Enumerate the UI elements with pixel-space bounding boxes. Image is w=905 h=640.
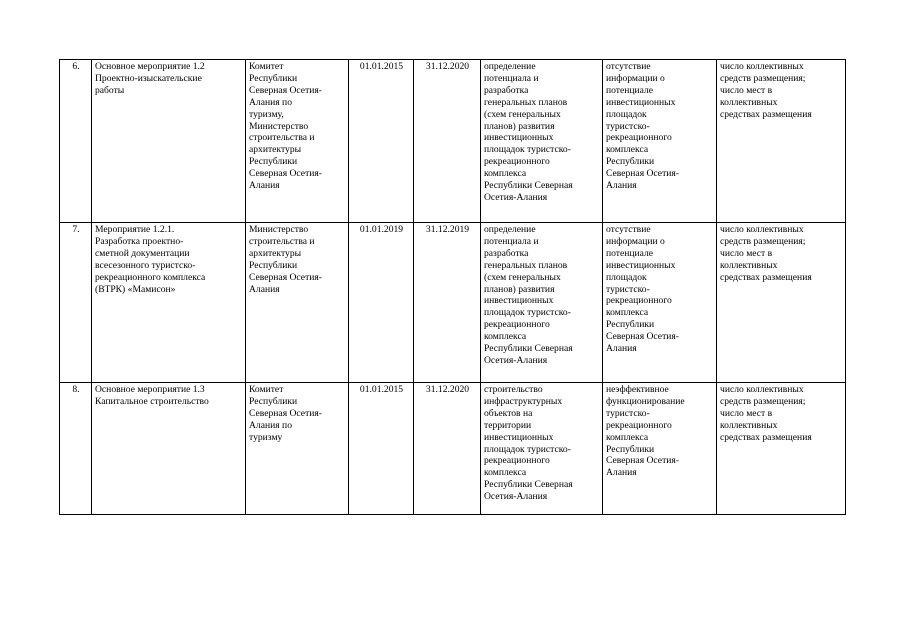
expected-result-cell <box>481 383 603 515</box>
expected-result-cell <box>481 223 603 383</box>
row-number-cell <box>60 383 92 515</box>
executor: Комитет Республики Северная Осетия- Алания по туризму, Министерство строительства и архитектуры Республики Северная Осетия- Алания <box>249 61 323 192</box>
event-name: Основное мероприятие 1.3 Капитальное строительство <box>95 384 209 407</box>
consequences: отсутствие информации о потенциале инвестиционных площадок туристско- рекреационного комплекса Республики Северная Осетия- Алания <box>606 61 680 192</box>
expected-result-cell <box>481 60 603 223</box>
expected-result: определение потенциала и разработка генеральных планов (схем генеральных планов) развития инвестиционных площадок туристско- рекреационного комплекса Республики Северная Осетия-Алания <box>484 224 573 366</box>
executor-cell <box>246 60 349 223</box>
row-number-cell <box>60 223 92 383</box>
table-row <box>60 60 846 223</box>
consequences-cell <box>603 223 717 383</box>
event-name: Мероприятие 1.2.1. Разработка проектно- сметной документации всесезонного туристско- рекреационного комплекса (ВТРК) «Мамисон» <box>95 224 206 295</box>
indicators: число коллективных средств размещения; число мест в коллективных средствах размещения <box>720 224 812 283</box>
program-events-table <box>59 59 846 515</box>
indicators: число коллективных средств размещения; число мест в коллективных средствах размещения <box>720 61 812 120</box>
consequences-cell <box>603 60 717 223</box>
expected-result: строительство инфраструктурных объектов на территории инвестиционных площадок туристско- рекреационного комплекса Республики Северная Осетия-Алания <box>484 384 573 503</box>
row-number: 6. <box>72 61 80 72</box>
indicators-cell <box>717 60 846 223</box>
executor: Комитет Республики Северная Осетия- Алания по туризму <box>249 384 323 443</box>
indicators-cell <box>717 383 846 515</box>
end-date: 31.12.2020 <box>425 61 470 72</box>
event-name-cell <box>92 60 246 223</box>
start-date: 01.01.2019 <box>359 224 404 235</box>
event-name-cell <box>92 223 246 383</box>
row-number: 7. <box>72 224 80 235</box>
executor: Министерство строительства и архитектуры Республики Северная Осетия- Алания <box>249 224 323 295</box>
row-number: 8. <box>72 384 80 395</box>
start-date: 01.01.2015 <box>359 61 404 72</box>
start-date: 01.01.2015 <box>359 384 404 395</box>
table-row <box>60 383 846 515</box>
indicators: число коллективных средств размещения; число мест в коллективных средствах размещения <box>720 384 812 443</box>
row-number-cell <box>60 60 92 223</box>
end-date-cell <box>414 383 481 515</box>
consequences-cell <box>603 383 717 515</box>
end-date: 31.12.2019 <box>425 224 470 235</box>
event-name-cell <box>92 383 246 515</box>
indicators-cell <box>717 223 846 383</box>
consequences: неэффективное функционирование туристско- рекреационного комплекса Республики Северная Осетия- Алания <box>606 384 685 479</box>
end-date-cell <box>414 60 481 223</box>
start-date-cell <box>349 223 414 383</box>
consequences: отсутствие информации о потенциале инвестиционных площадок туристско- рекреационного комплекса Республики Северная Осетия- Алания <box>606 224 680 355</box>
end-date: 31.12.2020 <box>425 384 470 395</box>
table-row <box>60 223 846 383</box>
expected-result: определение потенциала и разработка генеральных планов (схем генеральных планов) развития инвестиционных площадок туристско- рекреационного комплекса Республики Северная Осетия-Алания <box>484 61 573 203</box>
executor-cell <box>246 383 349 515</box>
end-date-cell <box>414 223 481 383</box>
event-name: Основное мероприятие 1.2 Проектно-изыскательские работы <box>95 61 205 96</box>
executor-cell <box>246 223 349 383</box>
start-date-cell <box>349 383 414 515</box>
start-date-cell <box>349 60 414 223</box>
